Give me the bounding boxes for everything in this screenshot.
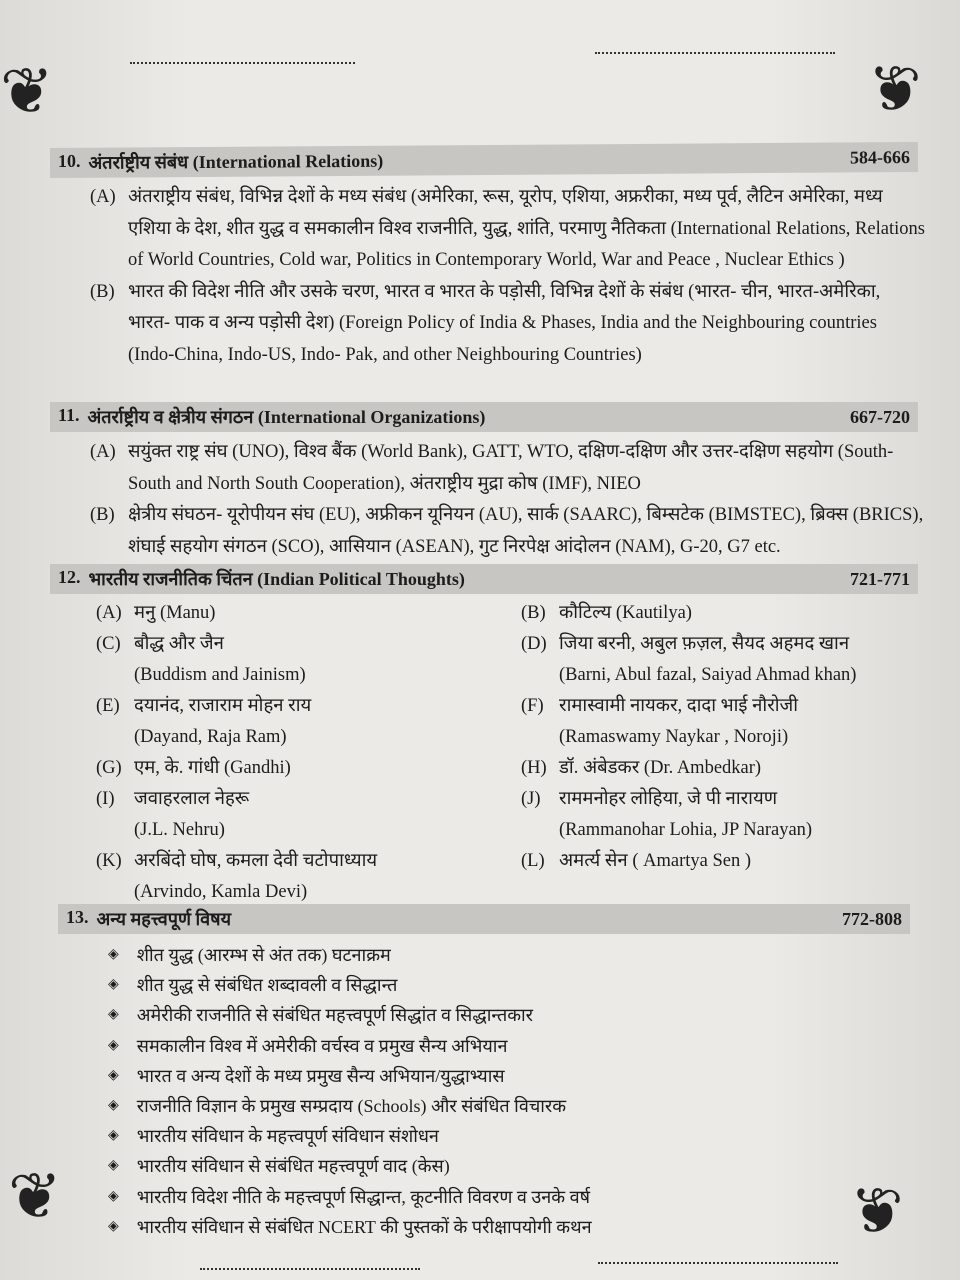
list-item: [96, 598, 521, 629]
bullet-item: [108, 1212, 592, 1242]
top-left-border: [130, 62, 355, 64]
list-item: [521, 629, 921, 691]
diamond-bullet-icon: ◈: [108, 977, 119, 993]
item-text: अमर्त्य सेन ( Amartya Sen ): [559, 851, 751, 871]
bottom-right-border: [598, 1262, 838, 1264]
list-item: [521, 598, 921, 629]
diamond-bullet-icon: ◈: [108, 1098, 119, 1114]
list-item: [90, 437, 925, 500]
bullet-text: भारतीय संविधान से संबंधित NCERT की पुस्तकों के परीक्षापयोगी कथन: [136, 1216, 592, 1237]
item-label: (E): [96, 696, 120, 716]
list-item: [96, 753, 521, 784]
item-text: मनु (Manu): [134, 603, 216, 623]
item-label: (G): [96, 758, 122, 778]
section-title: अंतर्राष्ट्रीय व क्षेत्रीय संगठन (International Organizations): [87, 407, 486, 427]
item-label: (A): [90, 187, 116, 207]
page-range: 667-720: [850, 406, 910, 427]
section-number: 11.: [58, 405, 80, 425]
item-text: एम, के. गांधी (Gandhi): [134, 758, 291, 778]
bullet-text: समकालीन विश्व में अमेरीकी वर्चस्व व प्रमुख सैन्य अभियान: [136, 1035, 508, 1056]
bullet-text: अमेरीकी राजनीति से संबंधित महत्त्वपूर्ण सिद्धांत व सिद्धान्तकार: [136, 1005, 534, 1026]
section-header-12: [50, 564, 918, 594]
item-label: (K): [96, 851, 122, 871]
bullet-item: [108, 1151, 592, 1181]
bullet-item: [108, 1000, 592, 1030]
section-number: 13.: [66, 907, 89, 927]
item-subtext: (Rammanohar Lohia, JP Narayan): [559, 820, 813, 840]
page-range: 584-666: [849, 146, 911, 167]
ornament-corner-icon: ❦: [850, 1176, 904, 1247]
diamond-bullet-icon: ◈: [108, 1067, 119, 1083]
bullet-text: शीत युद्ध (आरम्भ से अंत तक) घटनाक्रम: [136, 945, 391, 965]
item-text: अरबिंदो घोष, कमला देवी चटोपाध्याय: [134, 851, 378, 871]
item-subtext: (Arvindo, Kamla Devi): [134, 882, 308, 902]
bullet-item: [108, 1061, 592, 1091]
bullet-text: भारतीय विदेश नीति के महत्त्वपूर्ण सिद्धान्त, कूटनीति विवरण व उनके वर्ष: [136, 1186, 591, 1207]
item-text: कौटिल्य (Kautilya): [559, 603, 692, 623]
list-item: [521, 846, 921, 908]
section-12-content: [96, 598, 916, 908]
ornament-corner-icon: ❦: [8, 1161, 62, 1232]
item-text: क्षेत्रीय संघठन- यूरोपीयन संघ (EU), अफ्रीकन यूनियन (AU), सार्क (SAARC), बिम्सटेक (BIMSTEC), ब्रिक्स (BRICS), शंघाई सहयोग संगठन (SCO), आसियान (ASEAN), गुट निरपेक्ष आंदोलन (NAM), G-20, G7 etc.: [128, 505, 924, 557]
item-text: जवाहरलाल नेहरू: [134, 789, 250, 809]
item-label: (D): [521, 634, 547, 654]
item-label: (A): [96, 603, 122, 623]
list-item: [521, 753, 921, 784]
item-text: बौद्ध और जैन: [134, 634, 224, 654]
list-item: [90, 182, 925, 277]
ornament-corner-icon: ❦: [868, 54, 922, 125]
section-title: अन्य महत्त्वपूर्ण विषय: [96, 909, 232, 929]
top-right-border: [595, 52, 835, 54]
item-text: जिया बरनी, अबुल फ़ज़ल, सैयद अहमद खान: [559, 634, 850, 654]
section-10-content: [90, 182, 925, 371]
bullet-item: [108, 1091, 592, 1121]
section-title: भारतीय राजनीतिक चिंतन (Indian Political Thoughts): [88, 569, 465, 589]
diamond-bullet-icon: ◈: [108, 1188, 119, 1204]
bullet-text: भारत व अन्य देशों के मध्य प्रमुख सैन्य अभियान/युद्धाभ्यास: [136, 1065, 505, 1086]
item-label: (B): [90, 281, 115, 302]
section-number: 12.: [58, 567, 81, 587]
diamond-bullet-icon: ◈: [108, 1128, 119, 1144]
section-title: अंतर्राष्ट्रीय संबंध (International Relations): [88, 150, 384, 173]
bullet-text: राजनीति विज्ञान के प्रमुख सम्प्रदाय (Schools) और संबंधित विचारक: [136, 1096, 567, 1117]
item-label: (J): [521, 789, 541, 809]
section-11-content: [90, 437, 925, 563]
item-label: (B): [521, 603, 546, 623]
section-number: 10.: [57, 150, 81, 171]
ornament-corner-icon: ❦: [0, 56, 54, 127]
section-header-13: [58, 904, 910, 934]
bullet-item: [108, 1121, 592, 1151]
bullet-item: [108, 1182, 592, 1212]
page-range: 721-771: [850, 568, 910, 589]
list-item: [90, 500, 925, 563]
item-text: डॉ. अंबेडकर (Dr. Ambedkar): [559, 758, 762, 778]
item-subtext: (Buddism and Jainism): [134, 665, 306, 685]
list-item: [96, 846, 521, 908]
item-subtext: (Barni, Abul fazal, Saiyad Ahmad khan): [559, 665, 857, 685]
item-label: (L): [521, 851, 545, 871]
item-label: (I): [96, 789, 115, 809]
diamond-bullet-icon: ◈: [108, 1007, 119, 1023]
item-text: सयुंक्त राष्ट्र संघ (UNO), विश्व बैंक (World Bank), GATT, WTO, दक्षिण-दक्षिण और उत्तर-दक्षिण सहयोग (South-South and North South Cooperation), अंतराष्ट्रीय मुद्रा कोष (IMF), NIEO: [128, 442, 894, 494]
item-text: राममनोहर लोहिया, जे पी नारायण: [559, 789, 778, 809]
diamond-bullet-icon: ◈: [108, 947, 119, 962]
item-text: भारत की विदेश नीति और उसके चरण, भारत व भारत के पड़ोसी, विभिन्न देशों के संबंध (भारत- चीन, भारत-अमेरिका, भारत- पाक व अन्य पड़ोसी देश) (Foreign Policy of India & Phases, India and the Neighbouring countries (Indo-China, Indo-US, Indo- Pak, and other Neighbouring Countries): [128, 281, 881, 365]
list-item: [96, 629, 521, 691]
item-subtext: (Ramaswamy Naykar , Noroji): [559, 727, 789, 747]
list-item: [96, 784, 521, 846]
section-header-11: [50, 402, 918, 432]
bullet-item: [108, 1031, 592, 1061]
bottom-border: [200, 1268, 420, 1270]
list-item: [521, 691, 921, 753]
section-header-10: [50, 142, 918, 178]
item-label: (H): [521, 758, 547, 778]
item-label: (A): [90, 442, 116, 462]
section-13-bullets: [108, 940, 592, 1242]
bullet-item: [108, 940, 592, 970]
diamond-bullet-icon: ◈: [108, 1037, 119, 1053]
item-subtext: (Dayand, Raja Ram): [134, 727, 287, 747]
bullet-text: भारतीय संविधान के महत्त्वपूर्ण संविधान संशोधन: [136, 1126, 439, 1147]
list-item: [96, 691, 521, 753]
item-text: अंतराष्ट्रीय संबंध, विभिन्न देशों के मध्य संबंध (अमेरिका, रूस, यूरोप, एशिया, अफ्ररीका, मध्य पूर्व, लैटिन अमेरिका, मध्य एशिया के देश, शीत युद्ध व समकालीन विश्व राजनीति, युद्ध, शांति, परमाणु नैतिकता (International Relations, Relations of World Countries, Cold war, Politics in Contemporary World, War and Peace , Nuclear Ethics ): [128, 187, 925, 270]
bullet-text: शीत युद्ध से संबंधित शब्दावली व सिद्धान्त: [136, 975, 398, 996]
item-text: रामास्वामी नायकर, दादा भाई नौरोजी: [559, 696, 799, 716]
item-label: (C): [96, 634, 121, 654]
bullet-item: [108, 970, 592, 1000]
item-label: (F): [521, 696, 544, 716]
bullet-text: भारतीय संविधान से संबंधित महत्त्वपूर्ण वाद (केस): [136, 1156, 450, 1177]
diamond-bullet-icon: ◈: [108, 1218, 119, 1234]
list-item: [90, 277, 925, 372]
list-item: [521, 784, 921, 846]
item-text: दयानंद, राजाराम मोहन राय: [134, 696, 312, 716]
diamond-bullet-icon: ◈: [108, 1158, 119, 1174]
item-label: (B): [90, 505, 115, 525]
item-subtext: (J.L. Nehru): [134, 820, 225, 840]
page-range: 772-808: [842, 908, 902, 929]
